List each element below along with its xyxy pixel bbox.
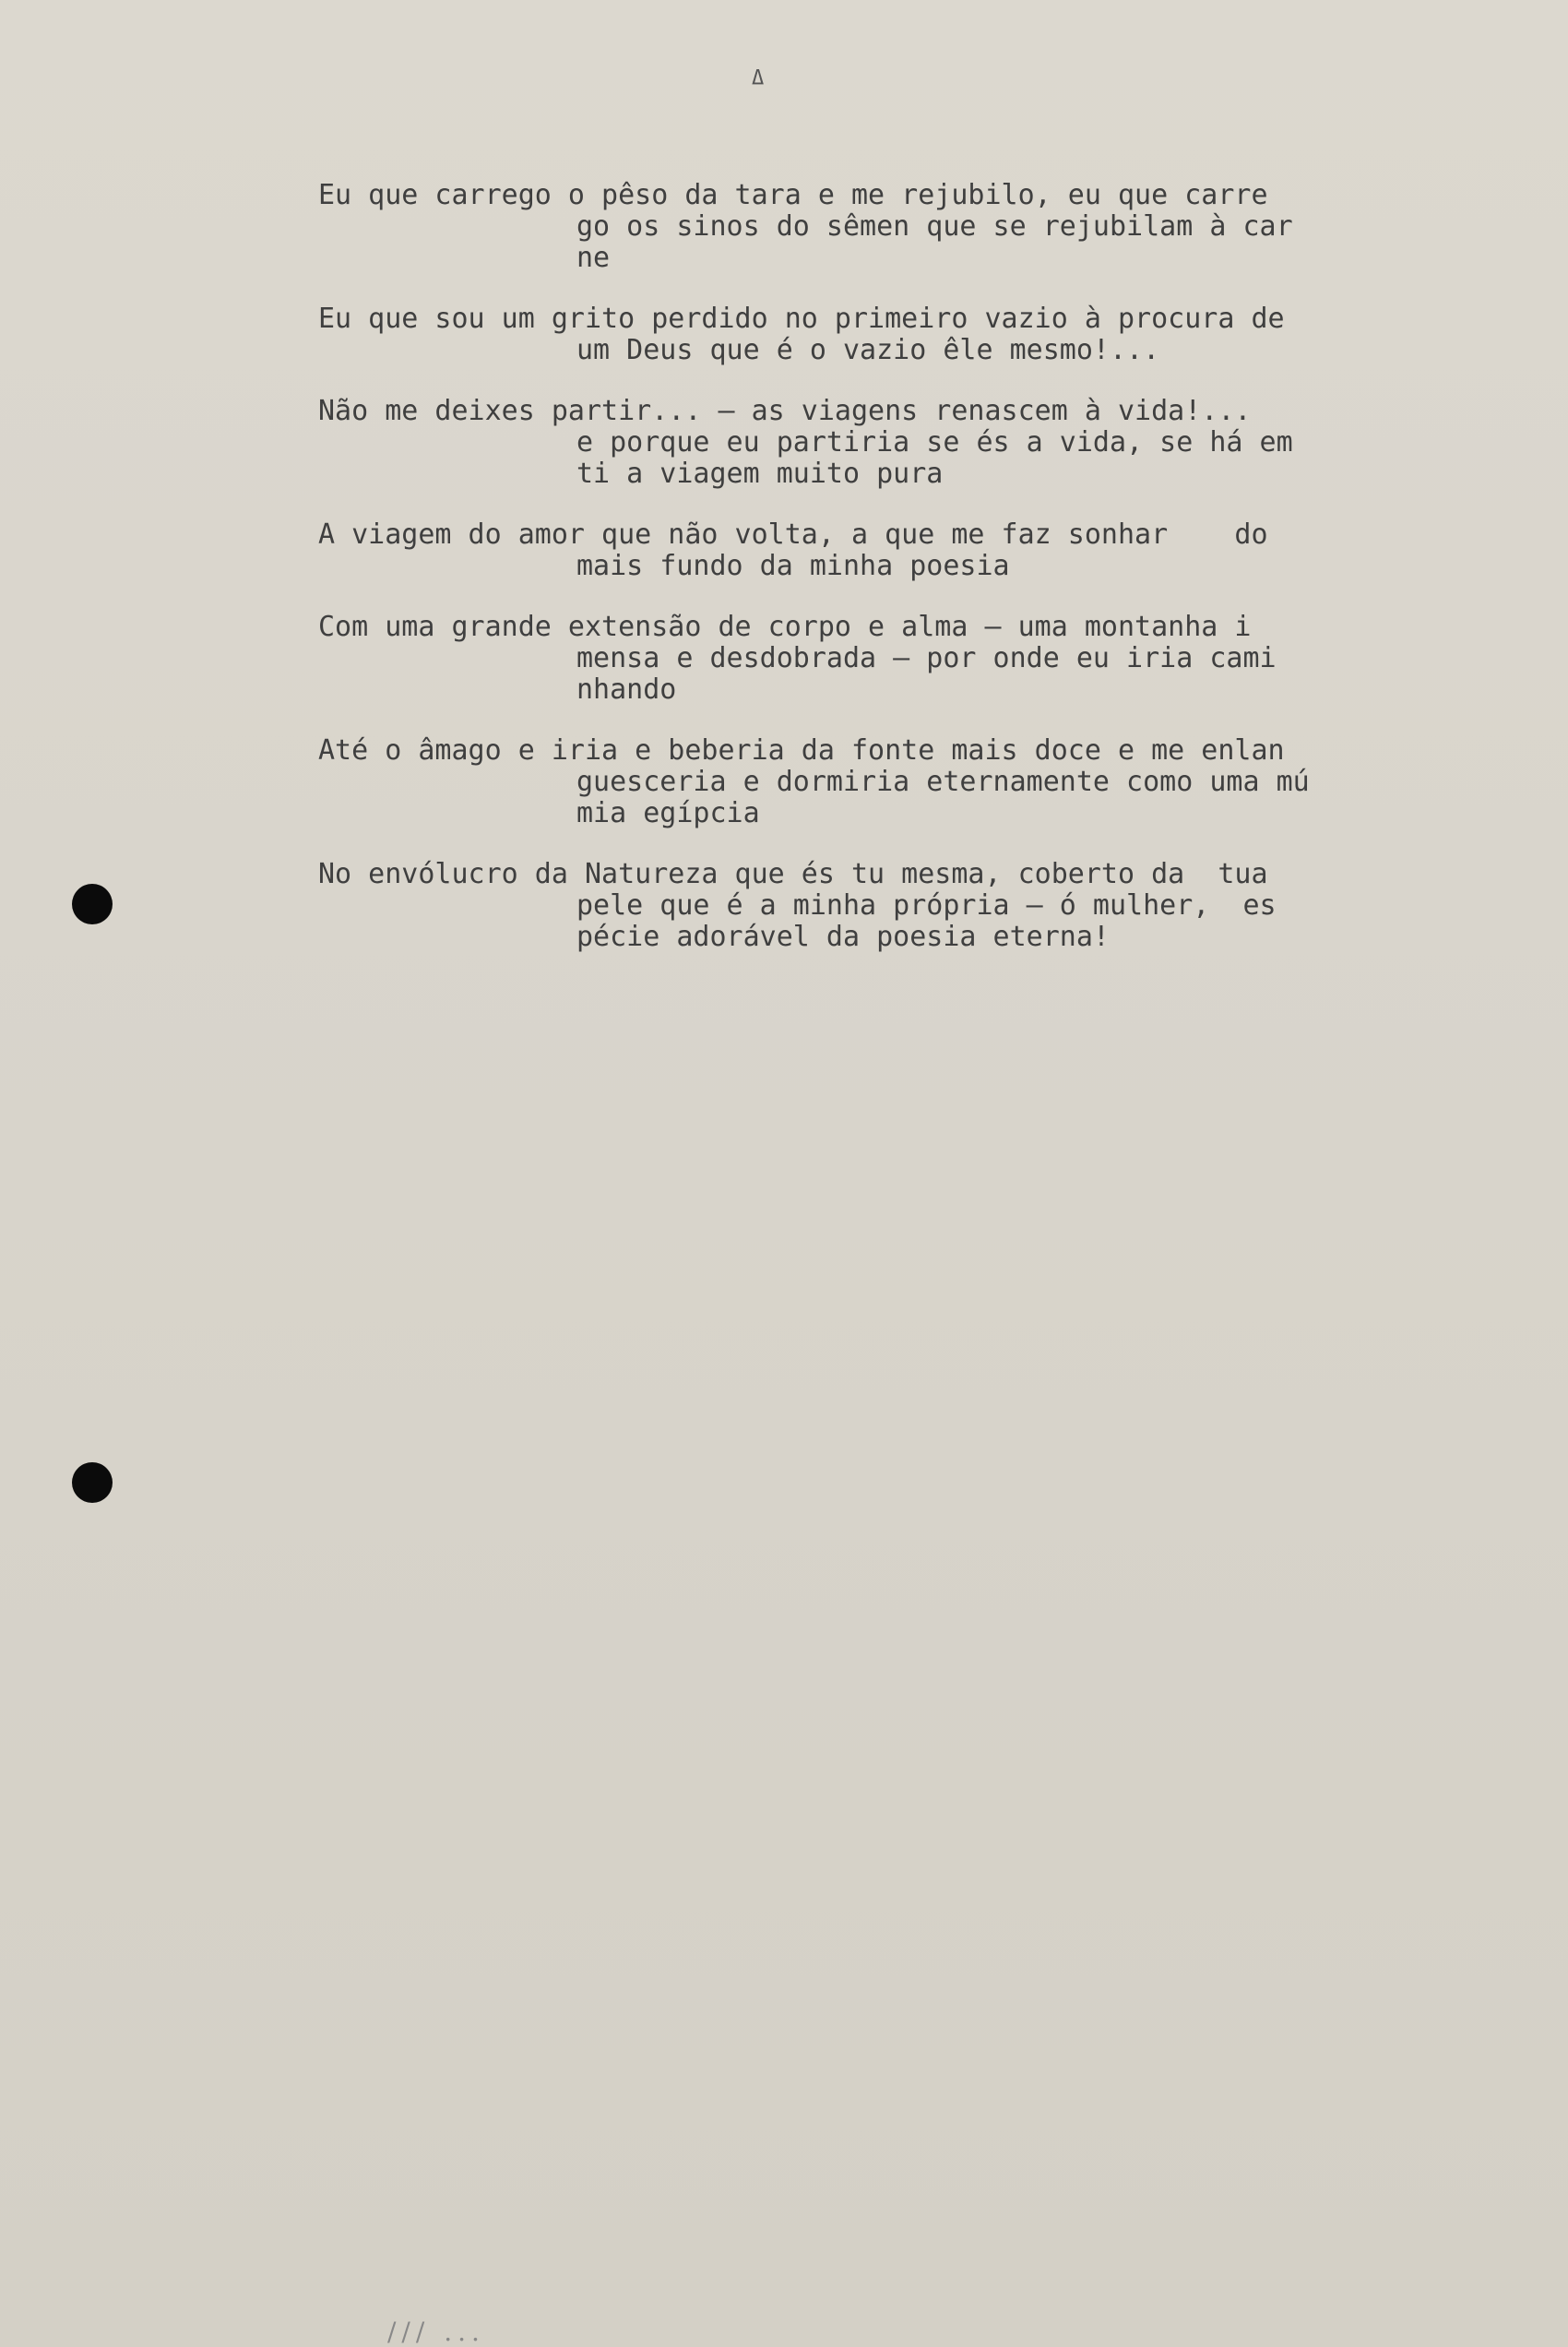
stanza-5 bbox=[318, 612, 1407, 706]
poem-body bbox=[318, 180, 1407, 983]
poem-line bbox=[318, 551, 1407, 582]
stanza-6 bbox=[318, 735, 1407, 829]
line-text: A viagem do amor que não volta, a que me faz sonhar do bbox=[318, 518, 1268, 551]
line-text: Eu que sou um grito perdido no primeiro vazio à procura de bbox=[318, 303, 1285, 335]
poem-line bbox=[318, 519, 1407, 551]
poem-line bbox=[318, 735, 1407, 767]
poem-line bbox=[318, 798, 1407, 829]
line-text: pele que é a minha própria — ó mulher, es bbox=[576, 889, 1277, 922]
poem-line bbox=[318, 767, 1407, 798]
punch-hole bbox=[72, 1462, 113, 1503]
poem-line bbox=[318, 180, 1407, 211]
poem-line bbox=[318, 459, 1407, 490]
line-text: mensa e desdobrada — por onde eu iria cami bbox=[576, 642, 1277, 674]
punch-hole bbox=[72, 884, 113, 924]
line-text: mais fundo da minha poesia bbox=[576, 550, 1010, 582]
poem-line bbox=[318, 211, 1407, 243]
poem-line bbox=[318, 674, 1407, 706]
line-text: mia egípcia bbox=[576, 797, 760, 829]
poem-line bbox=[318, 396, 1407, 427]
poem-line bbox=[318, 890, 1407, 922]
line-text: Com uma grande extensão de corpo e alma — uma montanha i bbox=[318, 611, 1252, 643]
line-text: e porque eu partiria se és a vida, se há em bbox=[576, 426, 1293, 459]
line-text: No envólucro da Natureza que és tu mesma, coberto da tua bbox=[318, 858, 1268, 890]
stanza-1 bbox=[318, 180, 1407, 274]
poem-line bbox=[318, 304, 1407, 335]
stanza-4 bbox=[318, 519, 1407, 582]
stanza-3 bbox=[318, 396, 1407, 490]
line-text: pécie adorável da poesia eterna! bbox=[576, 921, 1110, 953]
line-text: Eu que carrego o pêso da tara e me rejubilo, eu que carre bbox=[318, 179, 1268, 211]
line-text: um Deus que é o vazio êle mesmo!... bbox=[576, 334, 1160, 366]
stanza-2 bbox=[318, 304, 1407, 366]
line-text: guesceria e dormiria eternamente como uma mú bbox=[576, 766, 1310, 798]
poem-line bbox=[318, 243, 1407, 274]
line-text: nhando bbox=[576, 673, 677, 706]
line-text: Até o âmago e iria e beberia da fonte mais doce e me enlan bbox=[318, 734, 1285, 767]
page-marker: Δ bbox=[752, 66, 765, 89]
poem-line bbox=[318, 922, 1407, 953]
line-text: Não me deixes partir... — as viagens renascem à vida!... bbox=[318, 395, 1252, 427]
footer-handwriting: /// ... bbox=[387, 2317, 485, 2347]
line-text: go os sinos do sêmen que se rejubilam à car bbox=[576, 210, 1293, 243]
line-text: ne bbox=[576, 242, 611, 274]
poem-line bbox=[318, 643, 1407, 674]
poem-line bbox=[318, 612, 1407, 643]
line-text: ti a viagem muito pura bbox=[576, 458, 944, 490]
stanza-7 bbox=[318, 859, 1407, 953]
poem-line bbox=[318, 859, 1407, 890]
poem-line bbox=[318, 335, 1407, 366]
poem-line bbox=[318, 427, 1407, 459]
